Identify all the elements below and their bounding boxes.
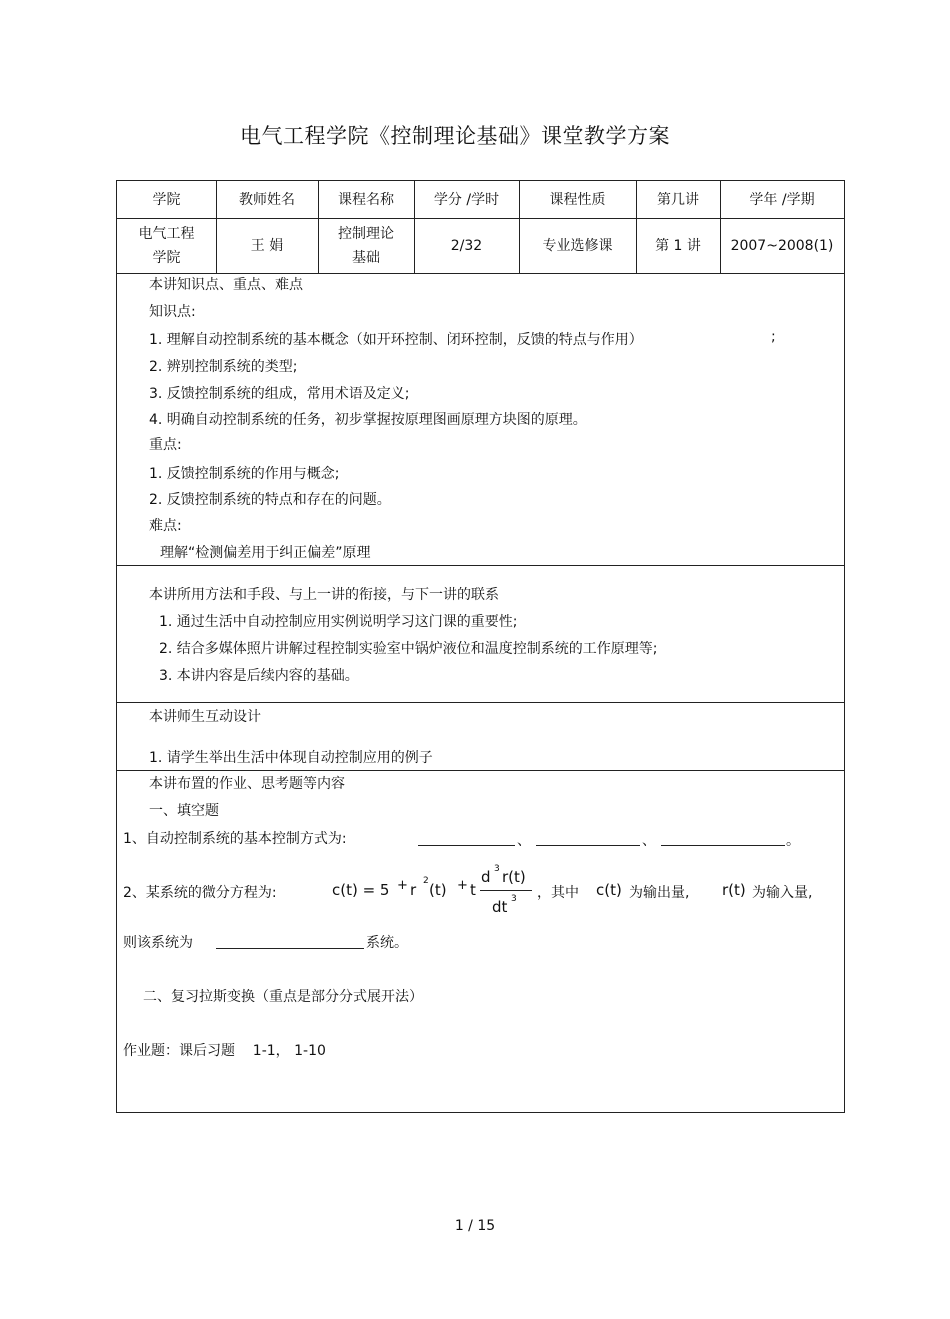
eq-numerator-d: d (481, 868, 491, 886)
knowledge-item-1: 1. 理解自动控制系统的基本概念（如开环控制、闭环控制，反馈的特点与作用） (149, 332, 643, 348)
key-item-2: 2. 反馈控制系统的特点和存在的问题。 (149, 492, 391, 508)
header-teacher: 教师姓名 (239, 191, 295, 208)
question-2-end: 系统。 (366, 935, 408, 951)
eq-fraction-bar (480, 890, 532, 891)
knowledge-item-3: 3. 反馈控制系统的组成，常用术语及定义; (149, 386, 410, 402)
eq-lhs: c(t) = 5 (332, 881, 390, 899)
cell-college-line1: 电气工程 (138, 225, 195, 242)
answer-blank-1 (418, 845, 515, 846)
difficult-label: 难点: (149, 518, 182, 534)
cell-lecture: 第 1 讲 (655, 237, 701, 254)
question-1-end: 。 (786, 833, 800, 849)
eq-square: 2 (423, 876, 429, 886)
question-2-line2: 则该系统为 (123, 935, 193, 951)
question-2-output-label: 为输出量, (629, 885, 690, 901)
knowledge-item-4: 4. 明确自动控制系统的任务，初步掌握按原理图画原理方块图的原理。 (149, 412, 587, 428)
key-label: 重点: (149, 437, 182, 453)
fill-in-heading: 一、填空题 (149, 803, 219, 819)
eq-t: t (470, 881, 476, 899)
method-item-3: 3. 本讲内容是后续内容的基础。 (159, 668, 359, 684)
header-term: 学年 /学期 (749, 191, 815, 208)
question-1-text: 1、自动控制系统的基本控制方式为: (123, 831, 347, 847)
cell-college-line2: 学院 (152, 249, 181, 266)
question-1-sep-1: 、 (517, 833, 531, 849)
cell-credits: 2/32 (450, 237, 483, 254)
cell-course-line2: 基础 (352, 249, 380, 266)
knowledge-label: 知识点: (149, 304, 196, 320)
question-2-input-var: r(t) (722, 881, 746, 899)
header-college: 学院 (152, 191, 181, 208)
header-credits: 学分 /学时 (433, 191, 500, 208)
knowledge-item-1-tail: ; (771, 329, 776, 345)
header-course: 课程名称 (338, 191, 394, 208)
eq-plus-1: + (397, 878, 408, 893)
cell-term: 2007~2008(1) (730, 237, 834, 254)
review-heading: 二、复习拉斯变换（重点是部分分式展开法） (143, 989, 423, 1005)
cell-college (117, 218, 216, 273)
cell-teacher: 王 娟 (250, 237, 284, 254)
question-1-sep-2: 、 (642, 833, 656, 849)
section3-heading: 本讲师生互动设计 (149, 709, 261, 725)
header-nature: 课程性质 (549, 191, 606, 208)
knowledge-item-2: 2. 辨别控制系统的类型; (149, 359, 298, 375)
eq-r: r (410, 881, 417, 899)
section4-heading: 本讲布置的作业、思考题等内容 (149, 776, 345, 792)
question-2-mid: ，其中 (537, 885, 579, 901)
method-item-2: 2. 结合多媒体照片讲解过程控制实验室中锅炉液位和温度控制系统的工作原理等; (159, 641, 658, 657)
cell-course (318, 218, 414, 273)
key-item-1: 1. 反馈控制系统的作用与概念; (149, 466, 340, 482)
eq-numerator-rt: r(t) (502, 868, 526, 886)
eq-numerator-exp: 3 (494, 864, 500, 874)
page-title: 电气工程学院《控制理论基础》课堂教学方案 (240, 124, 670, 148)
method-item-1: 1. 通过生活中自动控制应用实例说明学习这门课的重要性; (159, 614, 518, 630)
section1-heading: 本讲知识点、重点、难点 (149, 277, 303, 293)
question-2-text: 2、某系统的微分方程为: (123, 885, 277, 901)
header-lecture: 第几讲 (657, 191, 699, 208)
cell-course-line1: 控制理论 (338, 225, 394, 242)
section2-heading: 本讲所用方法和手段、与上一讲的衔接，与下一讲的联系 (149, 587, 499, 603)
difficult-item: 理解“检测偏差用于纠正偏差”原理 (160, 545, 371, 561)
interaction-item-1: 1. 请学生举出生活中体现自动控制应用的例子 (149, 750, 433, 766)
answer-blank-2 (536, 845, 640, 846)
answer-blank-4 (216, 948, 364, 949)
page-number: 1 / 15 (454, 1218, 496, 1234)
cell-nature: 专业选修课 (542, 237, 613, 254)
eq-denominator: dt (492, 898, 508, 916)
eq-plus-2: + (457, 878, 468, 893)
answer-blank-3 (661, 845, 785, 846)
question-2-input-label: 为输入量, (752, 885, 813, 901)
question-2-output-var: c(t) (596, 881, 622, 899)
eq-denominator-exp: 3 (511, 894, 517, 904)
eq-rt: (t) (429, 881, 447, 899)
homework-line: 作业题：课后习题 1-1， 1-10 (123, 1043, 326, 1059)
